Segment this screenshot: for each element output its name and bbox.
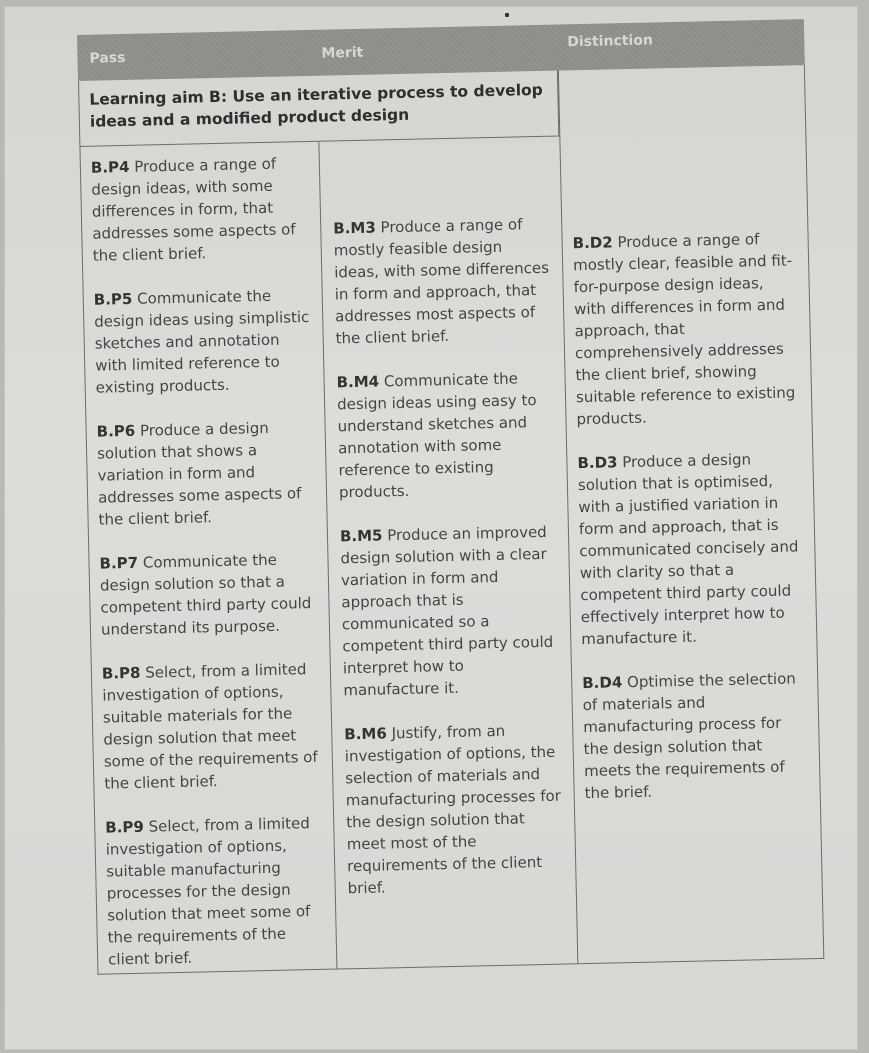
criterion-b-p9 [105, 812, 326, 971]
criterion-code: B.P9 [105, 817, 145, 837]
criterion-text: Produce a range of mostly feasible design ideas, with some differences in form and approach, that addresses most aspects of the client brief. [333, 215, 550, 348]
criterion-text: Communicate the design solution so that a competent third party could understand its purpose. [99, 550, 312, 639]
criterion-text: Select, from a limited investigation of options, suitable materials for the design solution that meet some of the requirements of the client brief. [102, 660, 318, 793]
criterion-text: Produce a design solution that is optimised, with a justified variation in form and approach, that is communicated concisely and with clarity so that a competent third party could effectively interpret how to manufacture it. [577, 450, 799, 649]
page-sheet [4, 6, 858, 1050]
criterion-code: B.M6 [344, 724, 388, 744]
criterion-b-d4 [582, 667, 810, 804]
criterion-text: Communicate the design ideas using easy to understand sketches and annotation with some reference to existing products. [336, 369, 537, 502]
distinction-column [558, 65, 824, 964]
criterion-text: Produce a range of design ideas, with some differences in form, that addresses some aspects of the client brief. [91, 154, 296, 265]
criterion-text: Produce a range of mostly clear, feasible and fit- for-purpose design ideas, with differences in form and approach, that comprehensively addresses the client brief, showing suitable reference to existing products. [572, 230, 796, 429]
criterion-code: B.P5 [93, 289, 133, 309]
criterion-code: B.M4 [336, 372, 380, 392]
criterion-b-d3 [577, 447, 806, 650]
distinction-spacer [569, 75, 797, 232]
criterion-code: B.M3 [333, 218, 376, 238]
criterion-code: B.P7 [99, 553, 139, 573]
criterion-code: B.D2 [572, 233, 613, 253]
criterion-b-m6 [344, 719, 564, 900]
header-merit: Merit [321, 44, 364, 62]
criterion-code: B.P8 [101, 663, 141, 683]
criterion-code: B.M5 [339, 526, 383, 546]
criterion-text: Communicate the design ideas using simplistic sketches and annotation with limited reference to existing products. [94, 286, 310, 397]
merit-column [319, 137, 577, 970]
criterion-b-p4 [91, 152, 311, 267]
criterion-code: B.P4 [90, 157, 130, 177]
criterion-text: Optimise the selection of materials and manufacturing process for the design solution that meets the requirements of the brief. [582, 669, 796, 803]
header-pass: Pass [89, 49, 126, 67]
grading-criteria-table [77, 19, 824, 975]
criterion-text: Produce a design solution that shows a variation in form and addresses some aspects of the client brief. [96, 418, 302, 529]
criterion-text: Produce an improved design solution with a clear variation in form and approach that is communicated so a competent third party could interpret how to manufacture it. [340, 522, 554, 700]
criterion-b-p5 [94, 284, 314, 399]
criterion-b-m5 [340, 521, 560, 702]
merit-spacer [332, 147, 549, 218]
criterion-b-d2 [572, 227, 801, 430]
pass-column [79, 142, 337, 975]
learning-aim-heading: Learning aim B: Use an iterative process to develop ideas and a modified product design [78, 71, 559, 147]
header-distinction: Distinction [567, 32, 654, 51]
criterion-b-p7 [99, 548, 319, 641]
criterion-b-m3 [333, 213, 552, 350]
criterion-code: B.D3 [577, 453, 618, 473]
criterion-code: B.D4 [582, 673, 623, 693]
criterion-b-p6 [96, 416, 316, 531]
criterion-b-p8 [102, 658, 323, 795]
criterion-text: Justify, from an investigation of options, the selection of materials and manufacturing processes for the design solution that meet most of the requirements of the client brief. [344, 721, 562, 898]
ink-dot [505, 13, 509, 17]
criterion-b-m4 [336, 367, 555, 504]
criterion-code: B.P6 [96, 421, 136, 441]
criterion-text: Select, from a limited investigation of options, suitable manufacturing processes for the design solution that meet some of the requirements of the client brief. [105, 814, 311, 969]
